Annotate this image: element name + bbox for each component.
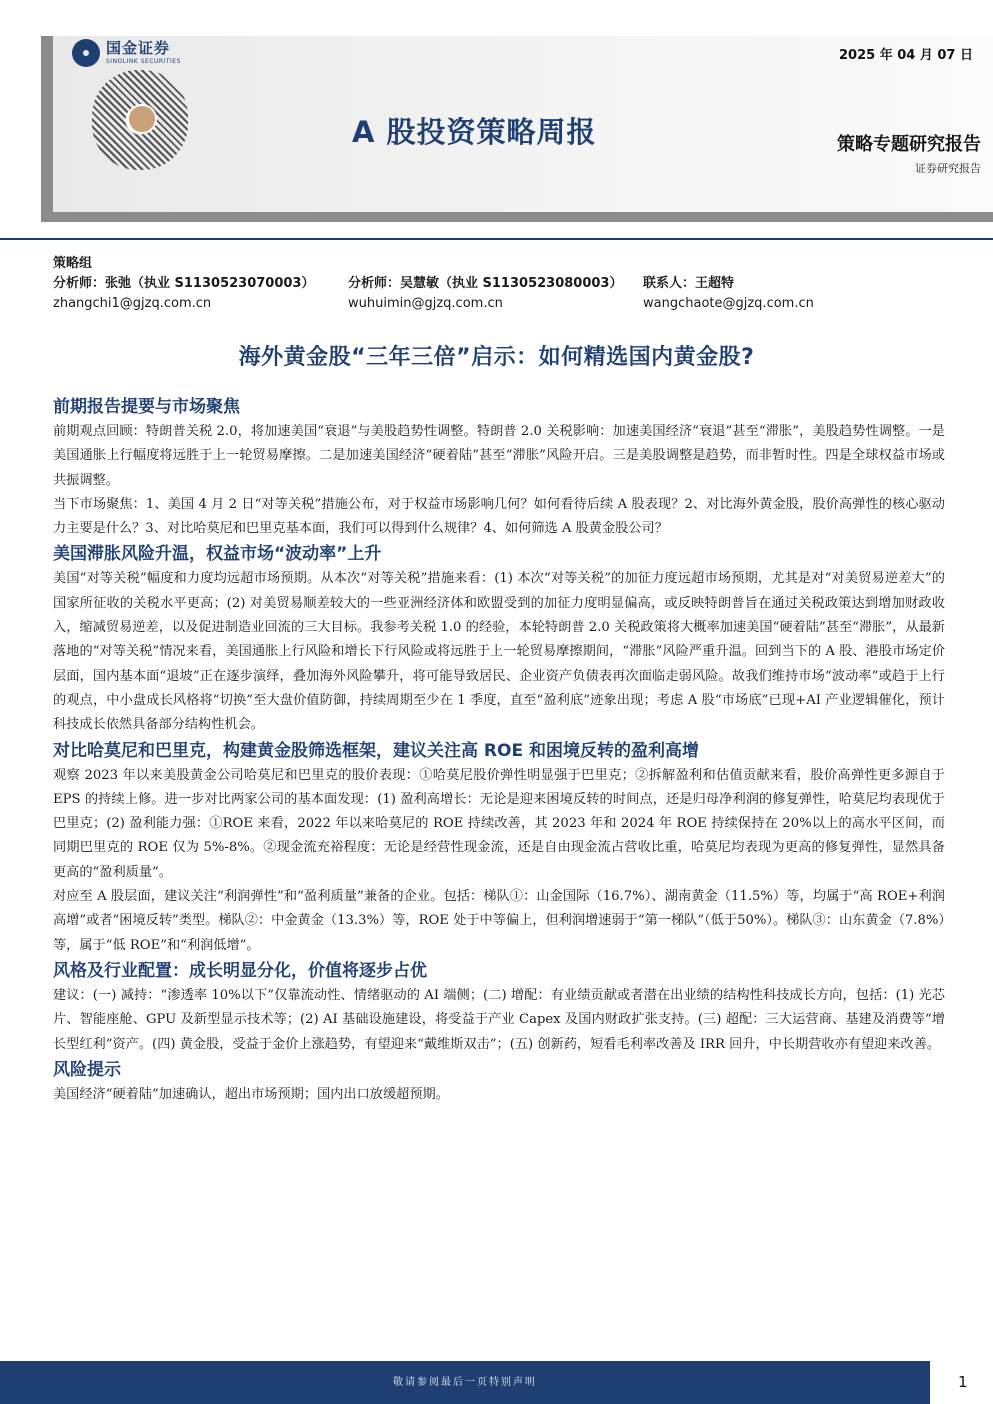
section-5 [53,1057,945,1107]
report-date: 2025 年 04 月 07 日 [839,48,973,63]
section-heading: 前期报告提要与市场聚焦 [53,397,240,417]
section-heading: 美国滞胀风险升温，权益市场“波动率”上升 [53,544,382,565]
report-body [53,394,945,1107]
section-paragraph: 美国经济“硬着陆”加速确认，超出市场预期；国内出口放缓超预期。 [53,1086,449,1102]
main-title: 海外黄金股“三年三倍”启示：如何精选国内黄金股? [238,345,755,370]
contact-name: 联系人：王超特 [643,276,735,291]
footer-notice: 敬请参阅最后一页特别声明 [393,1377,537,1388]
report-title: A 股投资策略周报 [352,115,597,149]
section-4 [53,958,945,1057]
analyst-group: 策略组 [53,256,93,271]
report-type: 策略专题研究报告 [837,134,981,155]
page-number: 1 [958,1373,968,1391]
analyst-email-row [53,294,953,314]
section-heading: 风险提示 [53,1059,121,1080]
company-logo [72,36,181,70]
section-heading: 对比哈莫尼和巴里克，构建黄金股筛选框架，建议关注高 ROE 和困境反转的盈利高增 [53,740,699,761]
analyst-1-name: 分析师：张弛（执业 S1130523070003） [53,276,315,291]
section-paragraph: 建议：(一) 减持：“渗透率 10%以下”仅靠流动性、情绪驱动的 AI 端侧；(二) 增配：有业绩贡献或者潜在出业绩的结构性科技成长方向，包括：(1) 光芯片、智能座舱、GPU 及新型显示技术等；(2) AI 基础设施建设，将受益于产业 Capex 及国内财政扩张支持。(三) 超配：三大运营商、基建及消费等“增长型红利”资产。(四) 黄金股，受益于金价上涨趋势，有望迎来“戴维斯双击”；(五) 创新药，短看毛利率改善及 IRR 回升，中长期营收亦有望迎来改善。 [53,987,945,1052]
header-divider [0,238,993,240]
section-paragraph: 美国“对等关税”幅度和力度均远超市场预期。从本次“对等关税”措施来看：(1) 本次“对等关税”的加征力度远超市场预期，尤其是对“对美贸易逆差大”的国家所征收的关税水平更高；(2) 对美贸易顺差较大的一些亚洲经济体和欧盟受到的加征力度明显偏高，或反映特朗普旨在通过关税政策达到增加财政收入，缩减贸易逆差，以及促进制造业回流的三大目标。我参考关税 1.0 的经验，本轮特朗普 2.0 关税政策将大概率加速美国“硬着陆”甚至“滞胀”，从最新落地的“对等关税”情况来看，美国通胀上行风险和增长下行风险或将远胜于上一轮贸易摩擦期间，“滞胀”风险严重升温。回到当下的 A 股、港股市场定价层面，国内基本面“退坡”正在逐步演绎，叠加海外风险攀升，将可能导致居民、企业资产负债表再次面临走弱风险。故我们维持市场“波动率”或趋于上行的观点，中小盘成长风格将“切换”至大盘价值防御，持续周期至少在 1 季度，直至“盈利底”迹象出现；考虑 A 股“市场底”已现+AI 产业逻辑催化，预计科技成长依然具备部分结构性机会。 [53,571,945,733]
analyst-info [53,254,953,314]
logo-en: SINOLINK SECURITIES [106,58,181,65]
section-paragraph: 观察 2023 年以来美股黄金公司哈莫尼和巴里克的股价表现：①哈莫尼股价弹性明显强于巴里克；②拆解盈利和估值贡献来看，股价高弹性更多源自于 EPS 的持续上修。进一步对比两家公司的基本面发现：(1) 盈利高增长：无论是迎来困境反转的时间点，还是归母净利润的修复弹性，哈莫尼均表现优于巴里克；(2) 盈利能力强：①ROE 来看，2022 年以来哈莫尼的 ROE 持续改善，其 2023 年和 2024 年 ROE 持续保持在 20%以上的高水平区间，而同期巴里克的 ROE 仅为 5%-8%。②现金流充裕程度：无论是经营性现金流，还是自由现金流占营收比重，哈莫尼均表现为更高的修复弹性，显然具备更高的“盈利质量”。 [53,767,945,880]
section-heading: 风格及行业配置：成长明显分化，价值将逐步占优 [53,960,427,981]
logo-cn: 国金证券 [106,39,171,57]
section-2 [53,541,945,737]
contact-email[interactable]: wangchaote@gjzq.com.cn [643,296,814,311]
analyst-2-email[interactable]: wuhuimin@gjzq.com.cn [348,296,503,311]
qr-center-logo-icon [127,104,157,134]
logo-mark-icon [72,39,100,67]
analyst-1-email[interactable]: zhangchi1@gjzq.com.cn [53,296,212,311]
section-paragraph: 对应至 A 股层面，建议关注“利润弹性”和“盈利质量”兼备的企业。包括：梯队①：山金国际（16.7%）、湖南黄金（11.5%）等，均属于“高 ROE+利润高增”或者“困境反转”类型。梯队②：中金黄金（13.3%）等，ROE 处于中等偏上，但利润增速弱于“第一梯队”（低于50%）。梯队③：山东黄金（7.8%）等，属于“低 ROE”和“利润低增”。 [53,889,945,953]
section-paragraph: 当下市场聚焦：1、美国 4 月 2 日“对等关税”措施公布，对于权益市场影响几何？如何看待后续 A 股表现？2、对比海外黄金股，股价高弹性的核心驱动力主要是什么？3、对比哈莫尼和巴里克基本面，我们可以得到什么规律？4、如何筛选 A 股黄金股公司？ [53,496,945,537]
section-3 [53,738,945,958]
section-paragraph: 前期观点回顾：特朗普关税 2.0，将加速美国“衰退”与美股趋势性调整。特朗普 2.0 关税影响：加速美国经济“衰退”甚至“滞胀”，美股趋势性调整。一是美国通胀上行幅度将远胜于上一轮贸易摩擦。二是加速美国经济“硬着陆”甚至“滞胀”风险开启。三是美股调整是趋势，而非暂时性。四是全球权益市场或共振调整。 [53,424,945,488]
analyst-name-row [53,274,953,294]
report-subtype: 证券研究报告 [915,162,981,175]
analyst-2-name: 分析师：吴慧敏（执业 S1130523080003） [348,276,623,291]
section-1 [53,394,945,541]
